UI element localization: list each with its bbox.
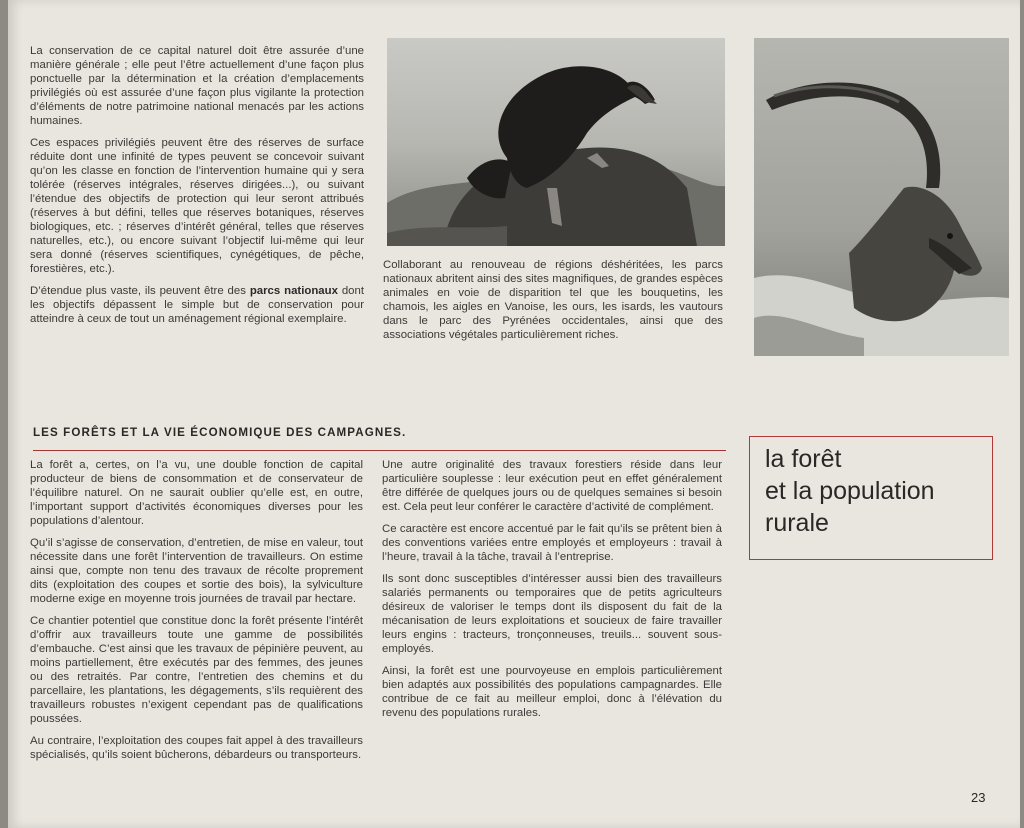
left-paragraph-3: Ce chantier potentiel que constitue donc la forêt présente l’intérêt d’offrir aux travailleurs toute une gamme de possibilités d’embauche. C’est ainsi que les travaux de pépinière peuvent, au moins partiellement, être exécutés par des femmes, des jeunes ou des retraités. Par contre, l’entretien des chemins et du parcellaire, les plantations, les dégagements, s’ils requièrent des travailleurs robustes n’exigent cependant pas de qualifications poussées.	[30, 615, 363, 725]
right-paragraph-3: Ils sont donc susceptibles d’intéresser aussi bien des travailleurs salariés permanents ou temporaires que de petits agriculteurs désireux de valoriser le temps dont ils disposent du fait de la mécanisation de leurs exploitations et soucieux de faire travailler leurs engins : tracteurs, tronçonneuses, treuils... souvent sous-employés.	[382, 573, 722, 655]
right-paragraph-1: Une autre originalité des travaux forestiers réside dans leur particulière souplesse : leur exécution peut en effet généralement être différée de quelques jours ou de quelques semaines si besoin est. Cela peut leur conférer le caractère d’activité de complément.	[382, 459, 722, 513]
intro-paragraph-2: Ces espaces privilégiés peuvent être des réserves de surface réduite dont une infinité de types peuvent se concevoir suivant qu’on les classe en fonction de l’intervention humaine qui y sera tolérée (réserves intégrales, réserves dirigées...), ou suivant l’étendue des objectifs de protection qui leur seront attribués (réserves à but défini, telles que réserves botaniques, réserves biologiques, etc. ; réserves d’intérêt général, telles que réserves naturelles, etc.), ou encore suivant l’objectif lui-même qui leur sera donné (réserves scientifiques, cynégétiques, de pêche, forestières, etc.).	[30, 137, 364, 275]
left-paragraph-4: Au contraire, l’exploitation des coupes fait appel à des travailleurs spécialisés, qu’ils soient bûcherons, débardeurs ou transporteurs.	[30, 735, 363, 761]
book-page	[8, 0, 1020, 828]
left-text-column	[30, 458, 363, 770]
intro-paragraph-1: La conservation de ce capital naturel doit être assurée d’une manière générale ; elle peut l’être actuellement d’une façon plus ponctuelle par la détermination et la création d’emplacements privilégiés où est assurée d’une façon plus vigilante la protection d’éléments de notre patrimoine national menacés par les actions humaines.	[30, 45, 364, 127]
chapter-title-line-2: et la population	[765, 477, 935, 505]
section-heading: LES FORÊTS ET LA VIE ÉCONOMIQUE DES CAMPAGNES.	[33, 426, 407, 439]
left-paragraph-2: Qu’il s’agisse de conservation, d’entretien, de mise en valeur, tout nécessite dans une forêt l’intervention de travailleurs. On estime ainsi que, compte non tenu des travaux de récolte proprement dits (exploitation des coupes et sortie des bois), la sylviculture moderne exige en moyenne trois journées de travail par hectare.	[30, 537, 363, 605]
right-paragraph-2: Ce caractère est encore accentué par le fait qu’ils se prêtent bien à des conventions variées entre employés et employeurs : travail à l’heure, travail à la tâche, travail à l’entreprise.	[382, 523, 722, 563]
chapter-title-line-1: la forêt	[765, 445, 842, 473]
right-paragraph-4: Ainsi, la forêt est une pourvoyeuse en emplois particulièrement bien adaptés aux possibilités des populations campagnardes. Elle contribue de ce fait au meilleur emploi, donc à l’élévation du revenu des populations rurales.	[382, 665, 722, 719]
heading-divider	[33, 450, 726, 451]
chapter-title-line-3: rurale	[765, 509, 829, 537]
photo-caption: Collaborant au renouveau de régions déshéritées, les parcs nationaux abritent ainsi des sites magnifiques, de grandes espèces animales en voie de disparition tel que les bouquetins, les chamois, les aigles en Vanoise, les ours, les isards, les vautours dans le parc des Pyrénées occidentales, ainsi que des associations végétales particulièrement riches.	[383, 259, 723, 341]
left-paragraph-1: La forêt a, certes, on l’a vu, une double fonction de capital producteur de biens de consommation et de conservateur de l’équilibre naturel. On ne saurait oublier qu’elle est, en outre, l’important support d’activités économiques diverses pour les populations d’alentour.	[30, 459, 363, 527]
intro-paragraph-3: D’étendue plus vaste, ils peuvent être des parcs nationaux dont les objectifs dépassent le simple but de conservation pour atteindre à ceux de tout un aménagement régional exemplaire.	[30, 285, 364, 325]
ibex-photo	[754, 38, 1009, 356]
intro-text-column	[30, 44, 364, 334]
chapter-title-box	[749, 436, 993, 560]
page-number: 23	[971, 790, 986, 805]
eagle-photo	[387, 38, 725, 246]
right-text-column	[382, 458, 722, 728]
parcs-nationaux-bold: parcs nationaux	[249, 285, 338, 297]
